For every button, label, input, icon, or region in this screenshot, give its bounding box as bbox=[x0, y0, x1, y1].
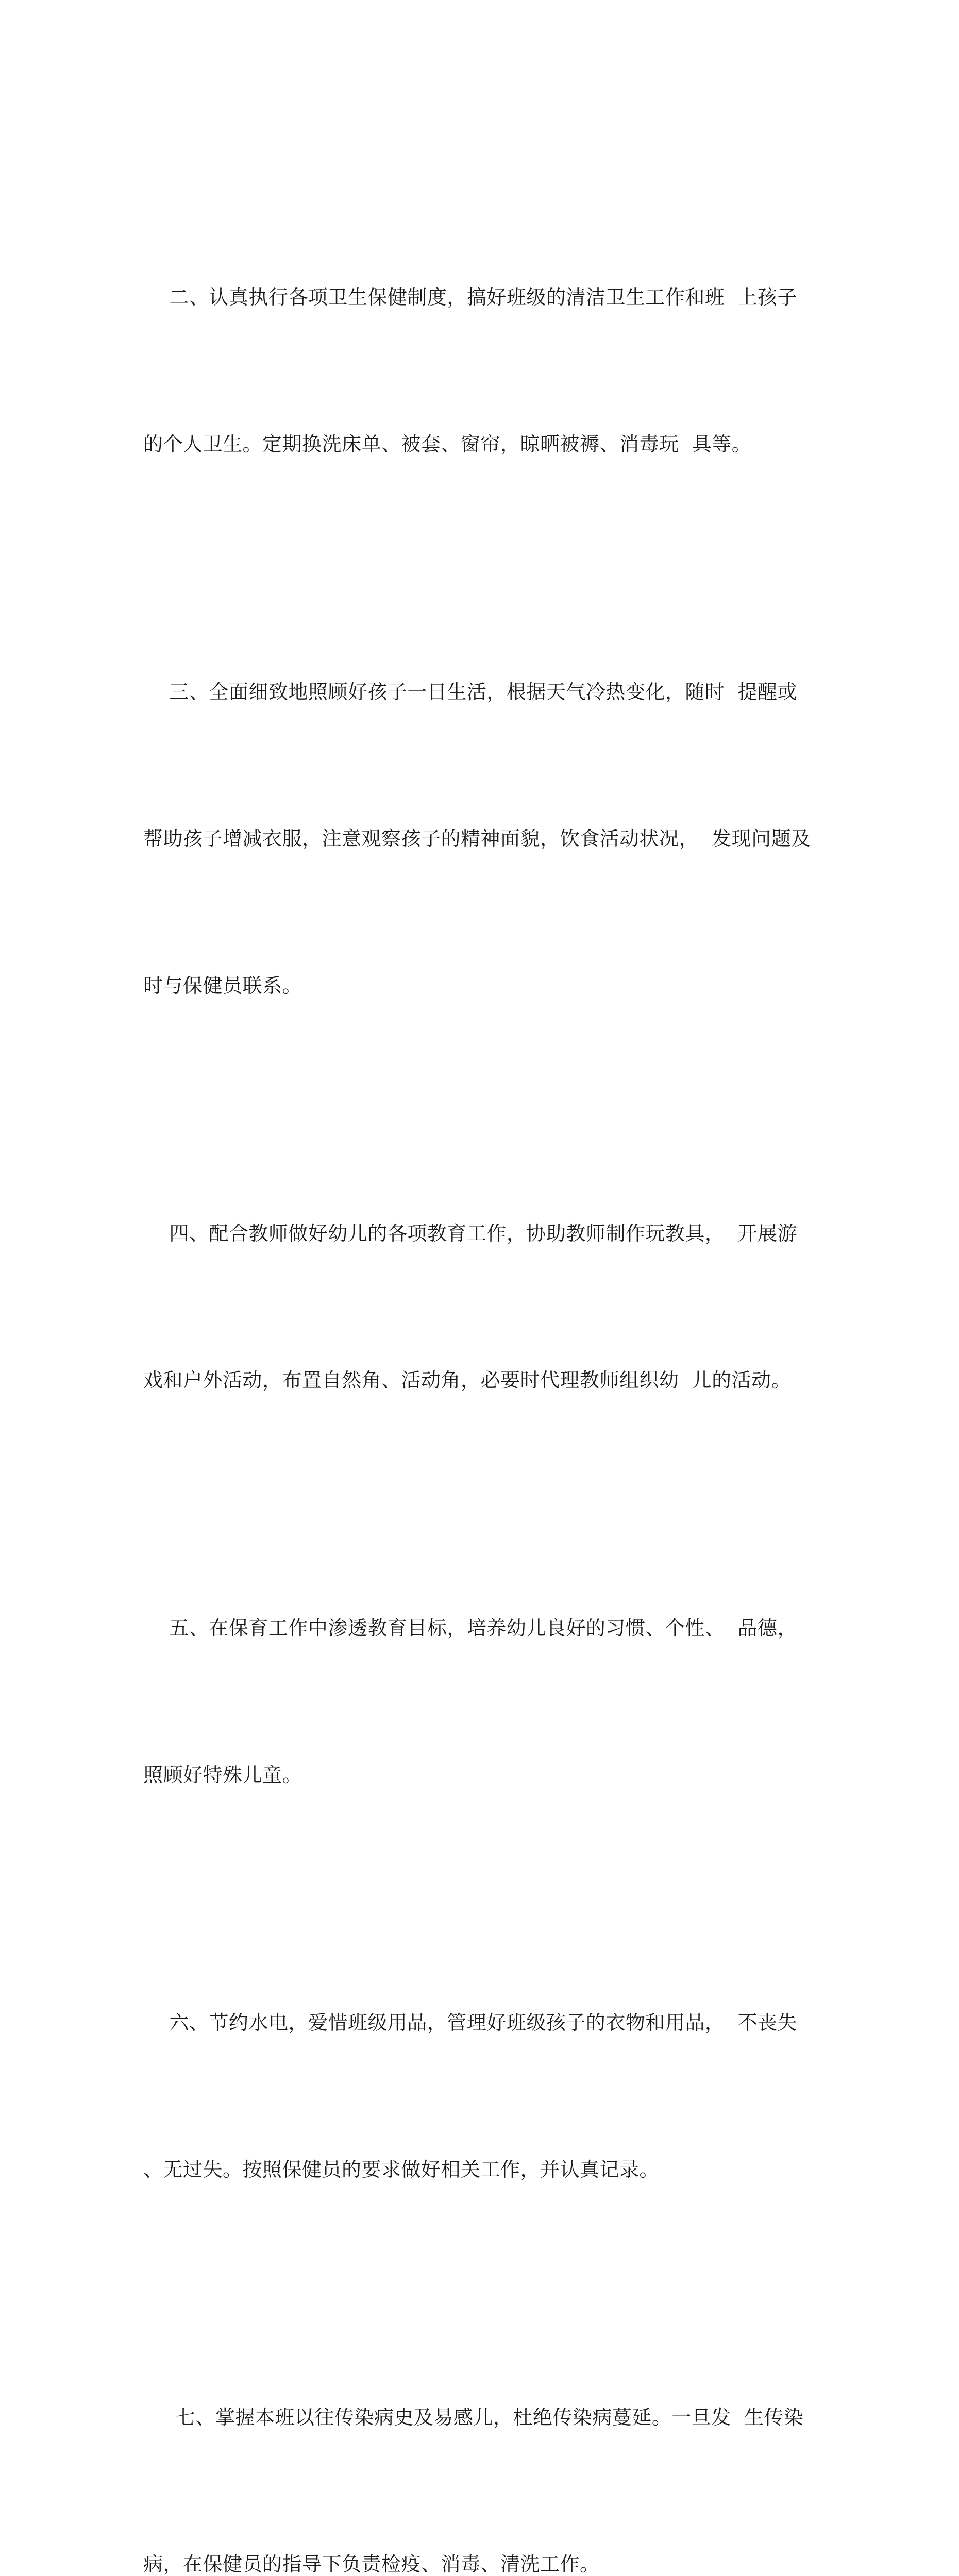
text-line: 、无过失。按照保健员的要求做好相关工作，并认真记录。 bbox=[143, 2158, 660, 2181]
paragraph-7-disease-control bbox=[143, 2295, 827, 2576]
paragraph-6-conservation bbox=[143, 1901, 827, 2292]
text-line: 六、节约水电，爱惜班级用品，管理好班级孩子的衣物和用品， 不丧失 bbox=[143, 2011, 797, 2034]
text-line: 四、配合教师做好幼儿的各项教育工作，协助教师制作玩教具， 开展游 bbox=[143, 1222, 797, 1245]
text-line: 的个人卫生。定期换洗床单、被套、窗帘，晾晒被褥、消毒玩 具等。 bbox=[143, 433, 752, 455]
document-body bbox=[143, 175, 827, 2576]
paragraph-3-daily-care bbox=[143, 570, 827, 1108]
text-line: 戏和户外活动，布置自然角、活动角，必要时代理教师组织幼 儿的活动。 bbox=[143, 1369, 792, 1392]
text-line: 五、在保育工作中渗透教育目标，培养幼儿良好的习惯、个性、 品德， bbox=[143, 1617, 797, 1639]
paragraph-2-hygiene bbox=[143, 175, 827, 567]
text-line: 三、全面细致地照顾好孩子一日生活，根据天气冷热变化，随时 提醒或 bbox=[143, 681, 797, 703]
text-line: 帮助孩子增减衣服，注意观察孩子的精神面貌，饮食活动状况， 发现问题及 bbox=[143, 827, 811, 850]
paragraph-4-teaching-support bbox=[143, 1111, 827, 1503]
text-line: 时与保健员联系。 bbox=[143, 974, 302, 997]
text-line: 七、掌握本班以往传染病史及易感儿，杜绝传染病蔓延。一旦发 生传染 bbox=[143, 2406, 804, 2429]
text-line: 照顾好特殊儿童。 bbox=[143, 1764, 302, 1786]
text-line: 病，在保健员的指导下负责检疫、消毒、清洗工作。 bbox=[143, 2553, 600, 2575]
paragraph-5-education-goals bbox=[143, 1506, 827, 1897]
text-line: 二、认真执行各项卫生保健制度，搞好班级的清洁卫生工作和班 上孩子 bbox=[143, 286, 797, 309]
